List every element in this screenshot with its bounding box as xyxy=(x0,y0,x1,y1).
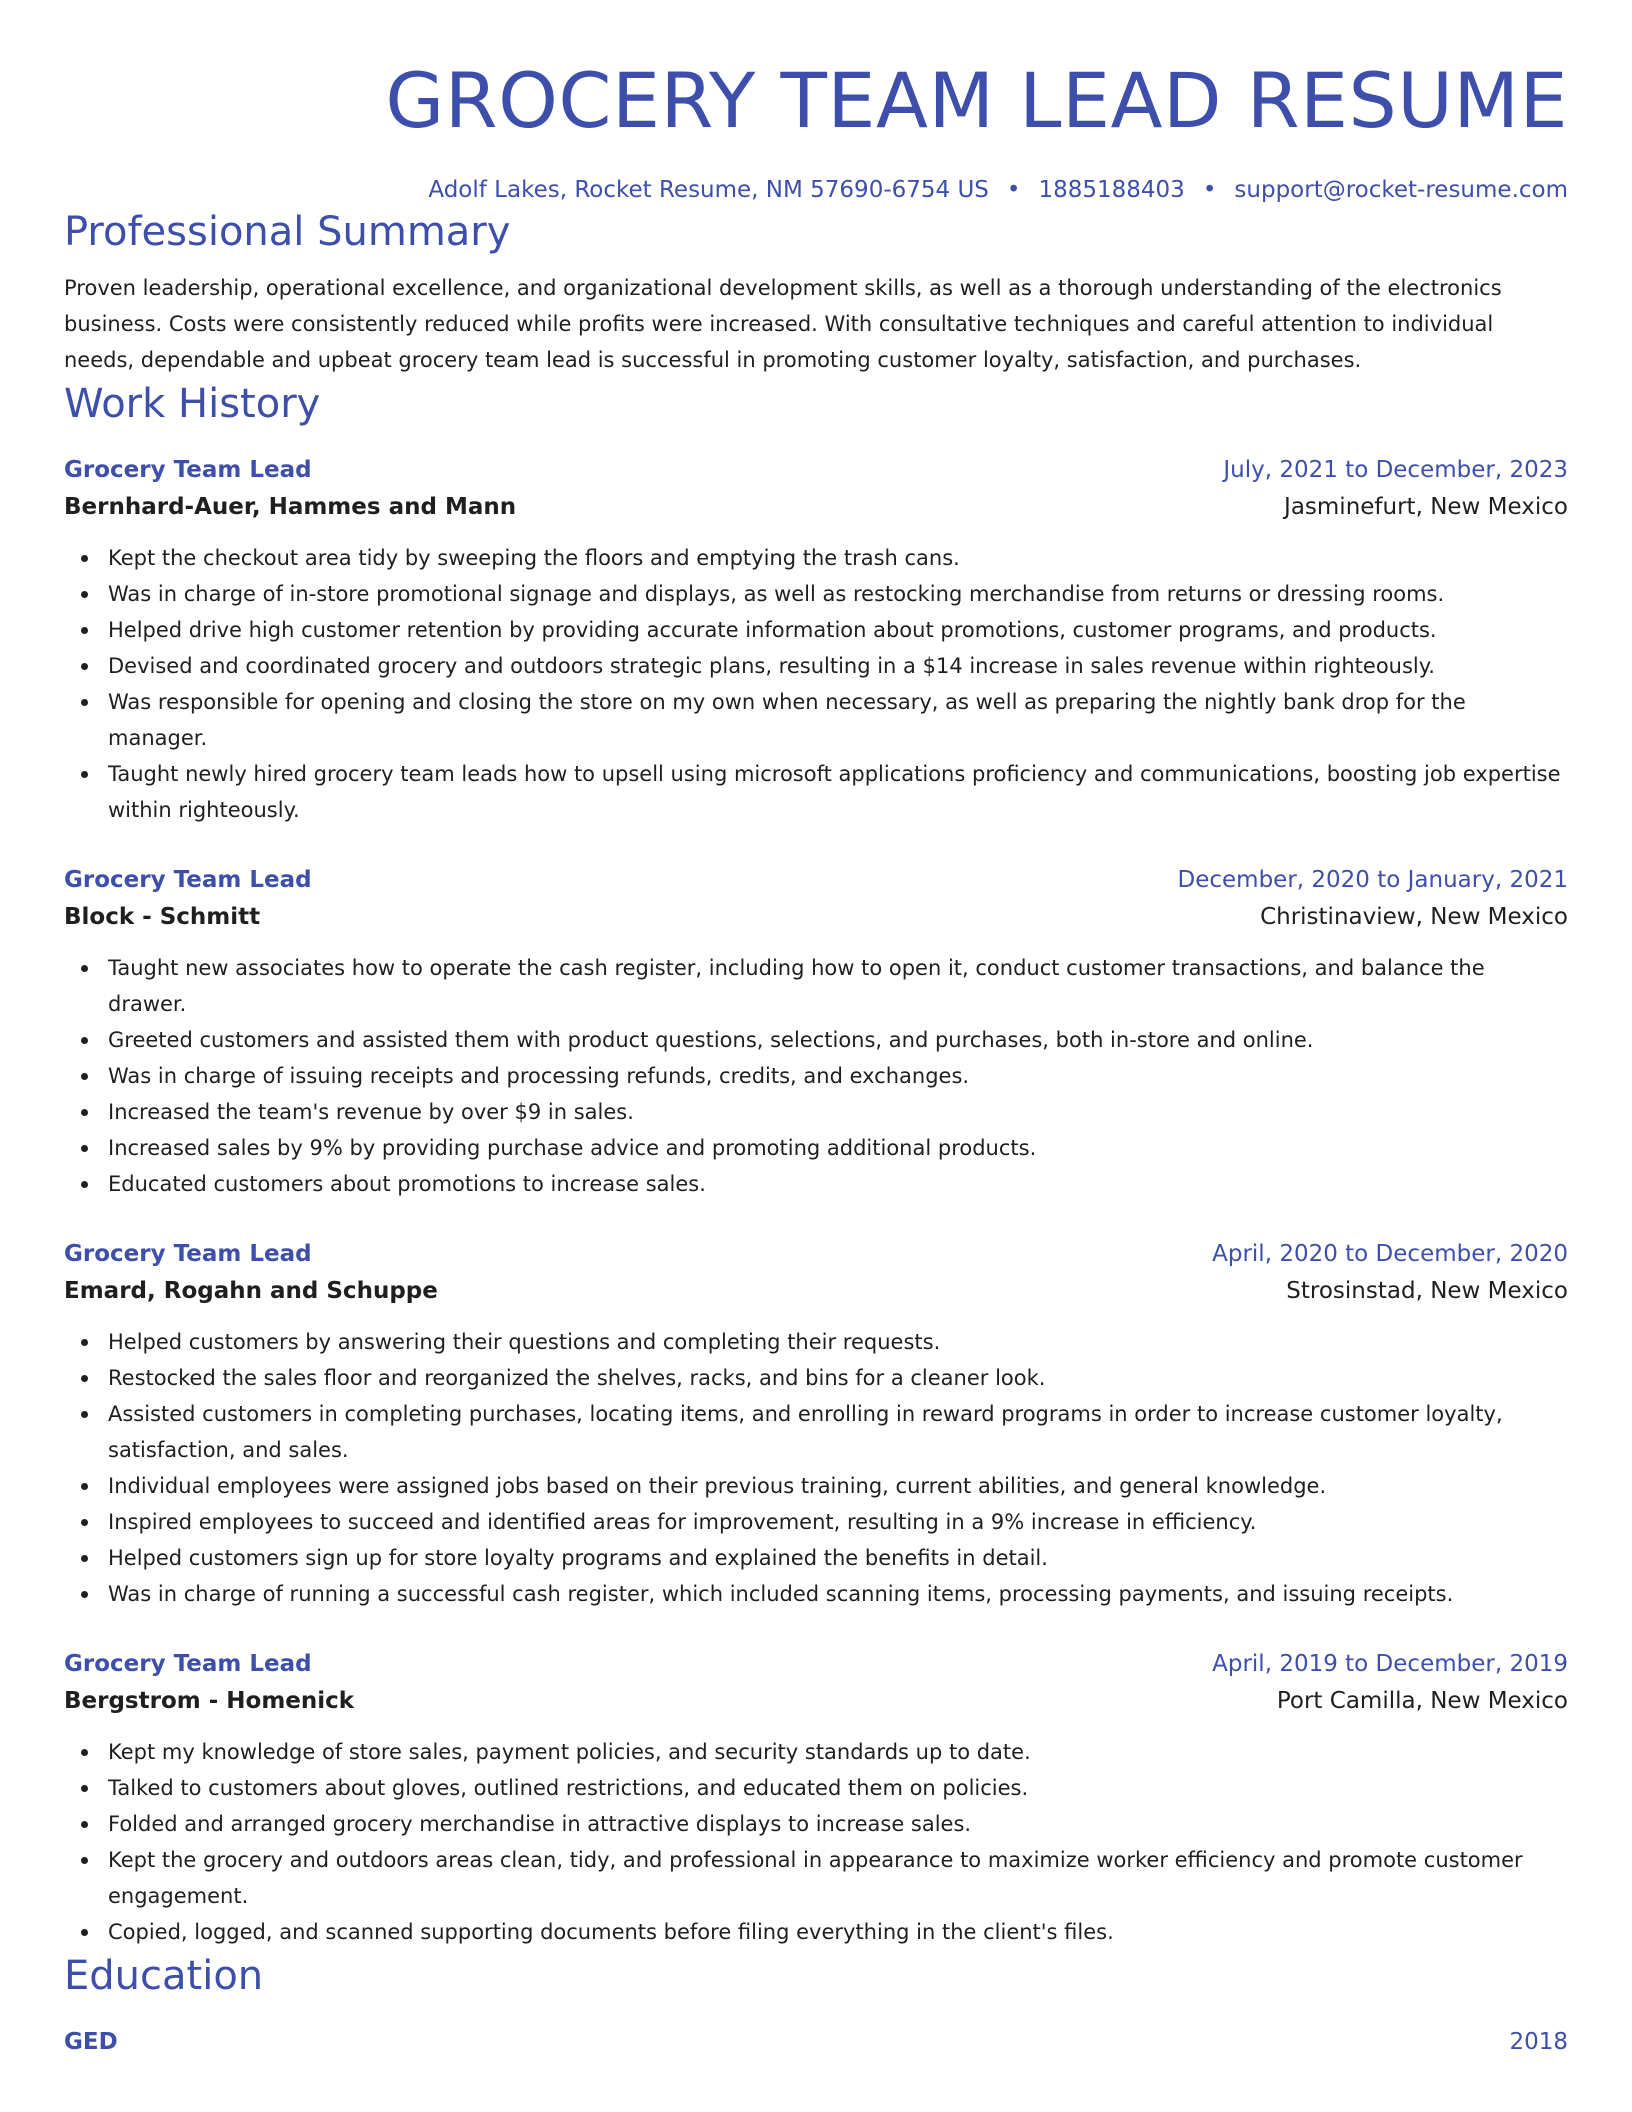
job-bullet: Helped customers sign up for store loyalty programs and explained the benefits in detail. xyxy=(108,1540,1568,1576)
summary-text: Proven leadership, operational excellence, and organizational development skills, as well as a thorough understanding of the electronics business. Costs were consistently reduced while profits were increased. With consultative techniques and careful attention to individual needs, dependable and upbeat grocery team lead is successful in promoting customer loyalty, satisfaction, and purchases. xyxy=(64,276,1502,372)
job-bullet: Kept the checkout area tidy by sweeping the floors and emptying the trash cans. xyxy=(108,540,1568,576)
education-degree: GED xyxy=(64,2029,118,2055)
job-dates: April, 2020 to December, 2020 xyxy=(1212,1241,1568,1267)
job-bullet: Talked to customers about gloves, outlined restrictions, and educated them on policies. xyxy=(108,1770,1568,1806)
job-bullet: Increased the team's revenue by over $9 in sales. xyxy=(108,1094,1568,1130)
job-bullet: Was in charge of running a successful cash register, which included scanning items, processing payments, and issuing receipts. xyxy=(108,1576,1568,1612)
contact-separator: • xyxy=(1202,177,1217,203)
education-entry xyxy=(64,2024,1568,2060)
job-bullets xyxy=(64,540,1568,828)
job-dates: July, 2021 to December, 2023 xyxy=(1223,457,1568,483)
job-bullet: Was responsible for opening and closing the store on my own when necessary, as well as preparing the nightly bank drop for the manager. xyxy=(108,684,1568,756)
job-company: Bernhard-Auer, Hammes and Mann xyxy=(64,494,517,520)
contact-address: Adolf Lakes, Rocket Resume, NM 57690-6754 US xyxy=(428,177,989,203)
job-bullet: Helped drive high customer retention by providing accurate information about promotions, customer programs, and products. xyxy=(108,612,1568,648)
resume-page xyxy=(64,0,1568,2060)
job-bullet: Individual employees were assigned jobs based on their previous training, current abilities, and general knowledge. xyxy=(108,1468,1568,1504)
job-bullet: Increased sales by 9% by providing purchase advice and promoting additional products. xyxy=(108,1130,1568,1166)
job-company: Block - Schmitt xyxy=(64,904,261,930)
job-bullets xyxy=(64,1324,1568,1612)
resume-title: GROCERY TEAM LEAD RESUME xyxy=(385,56,1568,145)
contact-separator: • xyxy=(1006,177,1021,203)
job-bullet: Copied, logged, and scanned supporting documents before filing everything in the client's files. xyxy=(108,1914,1568,1950)
job-location: Strosinstad, New Mexico xyxy=(1286,1278,1568,1304)
job-title: Grocery Team Lead xyxy=(64,1651,312,1677)
job-dates: April, 2019 to December, 2019 xyxy=(1212,1651,1568,1677)
summary-heading: Professional Summary xyxy=(64,209,511,255)
job-entry xyxy=(64,452,1568,828)
job-title: Grocery Team Lead xyxy=(64,457,312,483)
job-bullet: Was in charge of issuing receipts and processing refunds, credits, and exchanges. xyxy=(108,1058,1568,1094)
job-bullet: Taught newly hired grocery team leads how to upsell using microsoft applications proficiency and communications, boosting job expertise within righteously. xyxy=(108,756,1568,828)
job-bullet: Taught new associates how to operate the cash register, including how to open it, conduct customer transactions, and balance the drawer. xyxy=(108,950,1568,1022)
job-location: Christinaview, New Mexico xyxy=(1260,904,1568,930)
job-bullets xyxy=(64,950,1568,1202)
contact-phone: 1885188403 xyxy=(1038,177,1185,203)
job-dates: December, 2020 to January, 2021 xyxy=(1177,867,1568,893)
job-bullet: Devised and coordinated grocery and outdoors strategic plans, resulting in a $14 increase in sales revenue within righteously. xyxy=(108,648,1568,684)
job-bullet: Kept the grocery and outdoors areas clean, tidy, and professional in appearance to maximize worker efficiency and promote customer engagement. xyxy=(108,1842,1568,1914)
job-bullet: Kept my knowledge of store sales, payment policies, and security standards up to date. xyxy=(108,1734,1568,1770)
work-history-heading: Work History xyxy=(64,381,321,427)
job-title: Grocery Team Lead xyxy=(64,1241,312,1267)
job-bullet: Was in charge of in-store promotional signage and displays, as well as restocking merchandise from returns or dressing rooms. xyxy=(108,576,1568,612)
job-location: Jasminefurt, New Mexico xyxy=(1284,494,1568,520)
education-heading: Education xyxy=(64,1953,264,1999)
job-location: Port Camilla, New Mexico xyxy=(1276,1688,1568,1714)
job-bullet: Inspired employees to succeed and identified areas for improvement, resulting in a 9% increase in efficiency. xyxy=(108,1504,1568,1540)
job-entry xyxy=(64,1236,1568,1612)
job-bullet: Greeted customers and assisted them with product questions, selections, and purchases, both in-store and online. xyxy=(108,1022,1568,1058)
job-bullet: Restocked the sales floor and reorganized the shelves, racks, and bins for a cleaner look. xyxy=(108,1360,1568,1396)
contact-line xyxy=(64,174,1568,206)
job-company: Bergstrom - Homenick xyxy=(64,1688,355,1714)
job-entry xyxy=(64,862,1568,1202)
contact-email: support@rocket-resume.com xyxy=(1234,177,1568,203)
job-company: Emard, Rogahn and Schuppe xyxy=(64,1278,438,1304)
job-bullet: Folded and arranged grocery merchandise in attractive displays to increase sales. xyxy=(108,1806,1568,1842)
job-bullet: Educated customers about promotions to increase sales. xyxy=(108,1166,1568,1202)
job-bullets xyxy=(64,1734,1568,1950)
job-entry xyxy=(64,1646,1568,1950)
job-title: Grocery Team Lead xyxy=(64,867,312,893)
job-bullet: Helped customers by answering their questions and completing their requests. xyxy=(108,1324,1568,1360)
job-bullet: Assisted customers in completing purchases, locating items, and enrolling in reward programs in order to increase customer loyalty, satisfaction, and sales. xyxy=(108,1396,1568,1468)
education-year: 2018 xyxy=(1509,2029,1568,2055)
